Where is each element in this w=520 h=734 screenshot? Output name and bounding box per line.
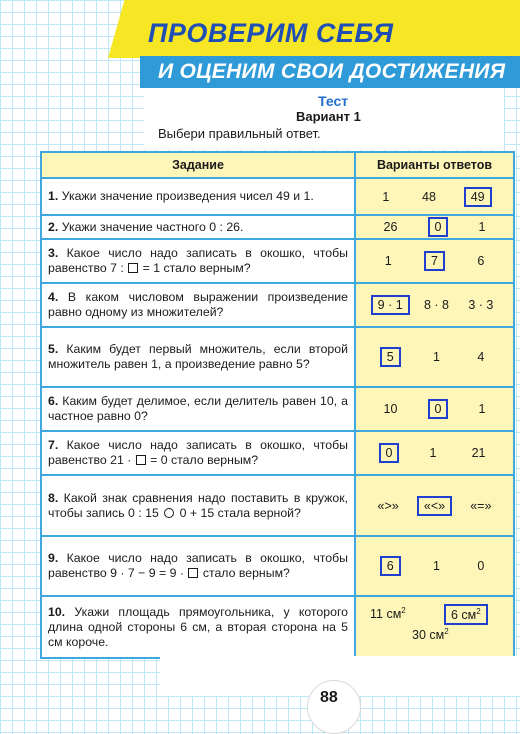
table-row xyxy=(41,387,514,431)
question-text: стало верным? xyxy=(202,566,290,580)
column-header-answers: Варианты ответов xyxy=(355,152,514,178)
question-text: Какой знак сравнения надо поставить в кружок, чтобы запись 0 : 15 xyxy=(48,490,348,520)
variant-label: Вариант 1 xyxy=(296,109,361,124)
table-header-row xyxy=(41,152,514,178)
question-number: 5. xyxy=(48,342,59,356)
answer-cell xyxy=(355,475,514,536)
answer-option-selected[interactable]: 0 xyxy=(428,399,449,419)
table-row xyxy=(41,596,514,658)
question-text: Какое число надо записать в окошко, чтобы равенство 9 · 7 − 9 = 9 · xyxy=(48,551,348,580)
question-number: 3. xyxy=(48,246,59,260)
question-cell xyxy=(41,596,355,658)
question-cell xyxy=(41,178,355,215)
answer-option[interactable]: 4 xyxy=(477,350,485,364)
table-row xyxy=(41,215,514,239)
question-text: = 0 стало верным? xyxy=(150,453,259,467)
test-table xyxy=(40,151,515,659)
table-row xyxy=(41,431,514,475)
answer-option[interactable]: 30 $см^2$ xyxy=(412,627,449,643)
answer-option[interactable]: 1 xyxy=(478,402,486,416)
empty-circle-icon xyxy=(164,508,174,518)
question-number: 7. xyxy=(48,438,59,452)
empty-box-icon xyxy=(128,263,138,273)
question-number: 1. xyxy=(48,189,59,203)
answer-option[interactable]: 1 xyxy=(384,254,392,268)
answer-option[interactable]: 10 xyxy=(383,402,398,416)
question-text: Укажи площадь прямоугольника, у которого длина одной стороны 6 см, а вторая сторона на 5 см короче. xyxy=(48,604,348,649)
question-cell xyxy=(41,431,355,475)
question-cell xyxy=(41,387,355,431)
question-text: В каком числовом выражении произведение равно одному из множителей? xyxy=(48,290,348,319)
answer-cell xyxy=(355,536,514,596)
question-text: = 1 стало верным? xyxy=(142,261,251,275)
answer-option-selected[interactable]: 0 xyxy=(428,217,449,237)
answer-option-selected[interactable]: 9 · 1 xyxy=(371,295,410,315)
answer-cell xyxy=(355,178,514,215)
table-row xyxy=(41,475,514,536)
question-cell xyxy=(41,536,355,596)
question-number: 9. xyxy=(48,551,59,565)
question-cell xyxy=(41,475,355,536)
answer-option[interactable]: 3 · 3 xyxy=(468,298,494,312)
table-row xyxy=(41,239,514,283)
answer-option[interactable]: 21 xyxy=(471,446,486,460)
answer-option-selected[interactable]: 5 xyxy=(380,347,401,367)
column-header-task: Задание xyxy=(41,152,355,178)
page-subtitle: И ОЦЕНИМ СВОИ ДОСТИЖЕНИЯ xyxy=(158,60,506,83)
answer-option[interactable]: 1 xyxy=(429,446,437,460)
instruction-text: Выбери правильный ответ. xyxy=(158,126,321,141)
empty-box-icon xyxy=(188,568,198,578)
answer-option[interactable]: 1 xyxy=(433,350,440,364)
question-text: Какое число надо записать в окошко, чтобы равенство 7 : xyxy=(48,246,348,275)
answer-option[interactable]: 1 xyxy=(433,559,440,573)
answer-option-selected[interactable]: 0 xyxy=(379,443,400,463)
answer-cell xyxy=(355,215,514,239)
answer-cell xyxy=(355,327,514,387)
question-cell xyxy=(41,215,355,239)
answer-cell xyxy=(355,283,514,327)
question-text: Укажи значение частного 0 : 26. xyxy=(61,219,244,234)
answer-option-selected[interactable]: «<» xyxy=(417,496,452,516)
question-number: 8. xyxy=(48,490,59,505)
answer-cell xyxy=(355,596,514,658)
answer-option[interactable]: 26 xyxy=(383,220,398,234)
answer-option-selected[interactable]: 6 $см^2$ xyxy=(444,604,488,625)
answer-option[interactable]: 8 · 8 xyxy=(423,298,449,312)
table-row xyxy=(41,536,514,596)
answer-option[interactable]: 48 xyxy=(422,189,436,204)
answer-cell xyxy=(355,387,514,431)
answer-option[interactable]: 0 xyxy=(477,559,485,573)
answer-option-selected[interactable]: 49 xyxy=(464,187,492,207)
answer-option[interactable]: «>» xyxy=(377,498,399,513)
answer-option[interactable]: «=» xyxy=(470,498,492,513)
page-title: ПРОВЕРИМ СЕБЯ xyxy=(148,18,394,48)
answer-option[interactable]: 11 $см^2$ xyxy=(370,606,406,622)
question-cell xyxy=(41,239,355,283)
answer-cell xyxy=(355,431,514,475)
empty-box-icon xyxy=(136,455,146,465)
table-row xyxy=(41,178,514,215)
answer-option[interactable]: 6 xyxy=(477,254,485,268)
question-text: Каким будет первый множитель, если второй множитель равен 1, а произведение равно 5? xyxy=(48,342,348,371)
question-number: 4. xyxy=(48,290,59,304)
question-text: Какое число надо записать в окошко, чтобы равенство 21 · xyxy=(48,438,348,467)
answer-option-selected[interactable]: 7 xyxy=(424,251,445,271)
question-cell xyxy=(41,283,355,327)
table-row xyxy=(41,327,514,387)
answer-option-selected[interactable]: 6 xyxy=(380,556,401,576)
test-title: Тест xyxy=(318,93,349,109)
answer-cell xyxy=(355,239,514,283)
question-text: Укажи значение произведения чисел 49 и 1. xyxy=(61,189,314,203)
question-number: 6. xyxy=(48,394,59,408)
question-number: 10. xyxy=(48,604,66,619)
question-number: 2. xyxy=(48,219,59,234)
answer-option[interactable]: 1 xyxy=(478,220,486,234)
page-number: 88 xyxy=(320,689,338,706)
question-text: 0 + 15 стала верной? xyxy=(179,505,301,520)
table-row xyxy=(41,283,514,327)
question-cell xyxy=(41,327,355,387)
question-text: Каким будет делимое, если делитель равен 10, а частное равно 0? xyxy=(48,394,348,423)
answer-option[interactable]: 1 xyxy=(382,189,390,204)
